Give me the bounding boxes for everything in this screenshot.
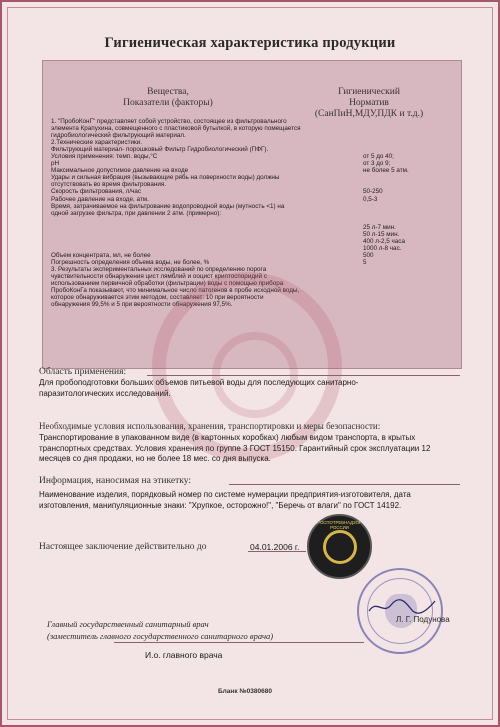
table-row bbox=[51, 259, 457, 266]
row-text: Время, затрачиваемое на фильтрование водопроводной воды (мутность <1) на bbox=[51, 202, 285, 210]
row-value: от 3 до 9; bbox=[363, 160, 391, 168]
table-row bbox=[51, 196, 457, 203]
row-text: элемента Крапухина, совмещенного с пластиковой бутылкой, в которую помещается bbox=[51, 125, 301, 133]
row-text: рН bbox=[51, 160, 60, 168]
row-text: Погрешность определения объема воды, не более, % bbox=[51, 258, 210, 266]
table-row bbox=[51, 238, 457, 245]
table-row bbox=[51, 203, 457, 210]
text-line: транспортных средствах. Условия хранения по группе 3 ГОСТ 15150. Гарантийный срок эксплуатации 12 bbox=[39, 443, 431, 453]
section-underline bbox=[229, 484, 460, 485]
row-value: 50 л-15 мин. bbox=[363, 230, 400, 238]
row-text: Условия применения: темп. воды,°С bbox=[51, 153, 158, 161]
hologram-sticker bbox=[307, 514, 372, 579]
text-line: Транспортирование в упакованном виде (в картонных коробках) любым видом транспорта, в крытых bbox=[39, 433, 416, 442]
product-characteristics-table bbox=[42, 60, 462, 369]
text-line: месяцев со дня продажи, но не более 18 мес. со дня выпуска. bbox=[39, 454, 271, 463]
text-line: Наименование изделия, порядковый номер по системе нумерации предприятия-изготовителя, дата bbox=[39, 490, 411, 499]
row-value: 1000 л-8 час. bbox=[363, 244, 402, 252]
norm-header-line: Гигиенический bbox=[338, 87, 400, 97]
row-text: одной загрузке фильтра, при давлении 2 атм. (примерно): bbox=[51, 209, 222, 217]
row-text: 1. "ПробоКонГ" представляет собой устройство, состоящее из фильтровального bbox=[51, 118, 287, 125]
table-row bbox=[51, 188, 457, 195]
table-row bbox=[51, 210, 457, 217]
row-text: ПробоКонГа показывают, что минимальное число патогенов в пробе исходной воды, bbox=[51, 287, 300, 295]
row-value: 0,5-3 bbox=[363, 195, 378, 203]
row-text: Максимальное допустимое давление на входе bbox=[51, 167, 189, 175]
row-text: Рабочее давление на входе, атм. bbox=[51, 195, 149, 203]
officer-title-line: Главный государственный санитарный врач bbox=[47, 619, 209, 629]
table-row bbox=[51, 266, 457, 273]
row-text: использованием первичной обработки (фильтрации) воды с помощью прибора bbox=[51, 280, 284, 288]
norm-header-line: (СанПиН,МДУ,ПДК и т.д.) bbox=[314, 109, 424, 119]
signature-line bbox=[114, 642, 364, 643]
blank-number: Бланк №0380680 bbox=[218, 688, 272, 695]
text-line: Для пробоподготовки больших объемов питьевой воды для последующих санитарно- bbox=[39, 378, 359, 387]
table-row bbox=[51, 174, 457, 181]
row-text: Фильтрующий материал- порошковый Фильтр Гидробиологический (ПФГ). bbox=[51, 146, 269, 154]
table-row bbox=[51, 231, 457, 238]
labeling-text bbox=[39, 490, 459, 511]
application-text bbox=[39, 378, 459, 399]
officer-title-line: (заместитель главного государственного санитарного врача) bbox=[47, 631, 274, 641]
signer-name: Л. Г. Подунова bbox=[396, 615, 450, 624]
application-heading: Область применения: bbox=[39, 367, 127, 377]
acting-chief-label: И.о. главного врача bbox=[145, 650, 223, 660]
row-text: Скорость фильтрования, л/час bbox=[51, 188, 142, 196]
validity-label: Настоящее заключение действительно до bbox=[39, 542, 207, 552]
norm-column-header bbox=[279, 87, 459, 120]
substances-column-header bbox=[103, 87, 233, 109]
row-text: Объем концентрата, мл, не более bbox=[51, 251, 151, 259]
officer-title bbox=[47, 618, 273, 642]
table-row bbox=[51, 181, 457, 188]
row-value: 25 л-7 мин. bbox=[363, 223, 396, 231]
document-title: Гигиеническая характеристика продукции bbox=[104, 35, 396, 51]
table-rows bbox=[51, 118, 457, 308]
table-row bbox=[51, 245, 457, 252]
row-value: 5 bbox=[363, 258, 367, 266]
row-text: отсутствовать во время фильтрования. bbox=[51, 181, 166, 189]
row-value: 500 bbox=[363, 251, 374, 259]
row-text: 3. Результаты экспериментальных исследований по определению порога bbox=[51, 265, 267, 273]
text-line: паразитологических исследований. bbox=[39, 388, 171, 398]
table-row bbox=[51, 301, 457, 308]
table-row bbox=[51, 153, 457, 160]
conditions-heading: Необходимые условия использования, хранения, транспортировки и меры безопасности: bbox=[39, 421, 381, 431]
row-text: обнаружения 99,5% и 5 при вероятности обнаружения 97,5%. bbox=[51, 301, 233, 309]
row-text: чувствительности обнаружения цист лямблий и ооцист криптоспоридий с bbox=[51, 273, 267, 281]
row-text: Удары и сильная вибрация (вызывающие рябь на поверхности воды) должны bbox=[51, 174, 280, 182]
labeling-heading: Информация, наносимая на этикетку: bbox=[39, 476, 191, 486]
row-text: 2.Технические характеристики. bbox=[51, 139, 143, 147]
table-row bbox=[51, 224, 457, 231]
norm-header-line: Норматив bbox=[349, 98, 389, 108]
table-row bbox=[51, 118, 457, 125]
substances-header-line: Показатели (факторы) bbox=[123, 98, 213, 108]
row-text: которое обнаруживается этим методом, составляет: 10 при вероятности bbox=[51, 294, 264, 302]
text-line: изготовления, манипуляционные знаки: "Хрупкое, осторожно!", "Беречь от влаги" по ГОСТ 14192. bbox=[39, 500, 402, 510]
row-value: не более 5 атм. bbox=[363, 167, 409, 175]
section-underline bbox=[147, 375, 460, 376]
validity-date: 04.01.2006 г. bbox=[250, 542, 300, 552]
table-row bbox=[51, 132, 457, 139]
row-value: 400 л-2,5 часа bbox=[363, 237, 405, 245]
hologram-text: РОСПОТРЕБНАДЗОР РОССИИ bbox=[317, 520, 362, 530]
table-row bbox=[51, 252, 457, 259]
conditions-text bbox=[39, 433, 459, 465]
row-value: 50-250 bbox=[363, 188, 383, 196]
substances-header-line: Вещества, bbox=[147, 87, 189, 97]
row-text: гидробиологический фильтрующий материал. bbox=[51, 132, 186, 140]
signature bbox=[367, 597, 437, 617]
table-row bbox=[51, 217, 457, 224]
row-value: от 5 до 40; bbox=[363, 153, 394, 161]
